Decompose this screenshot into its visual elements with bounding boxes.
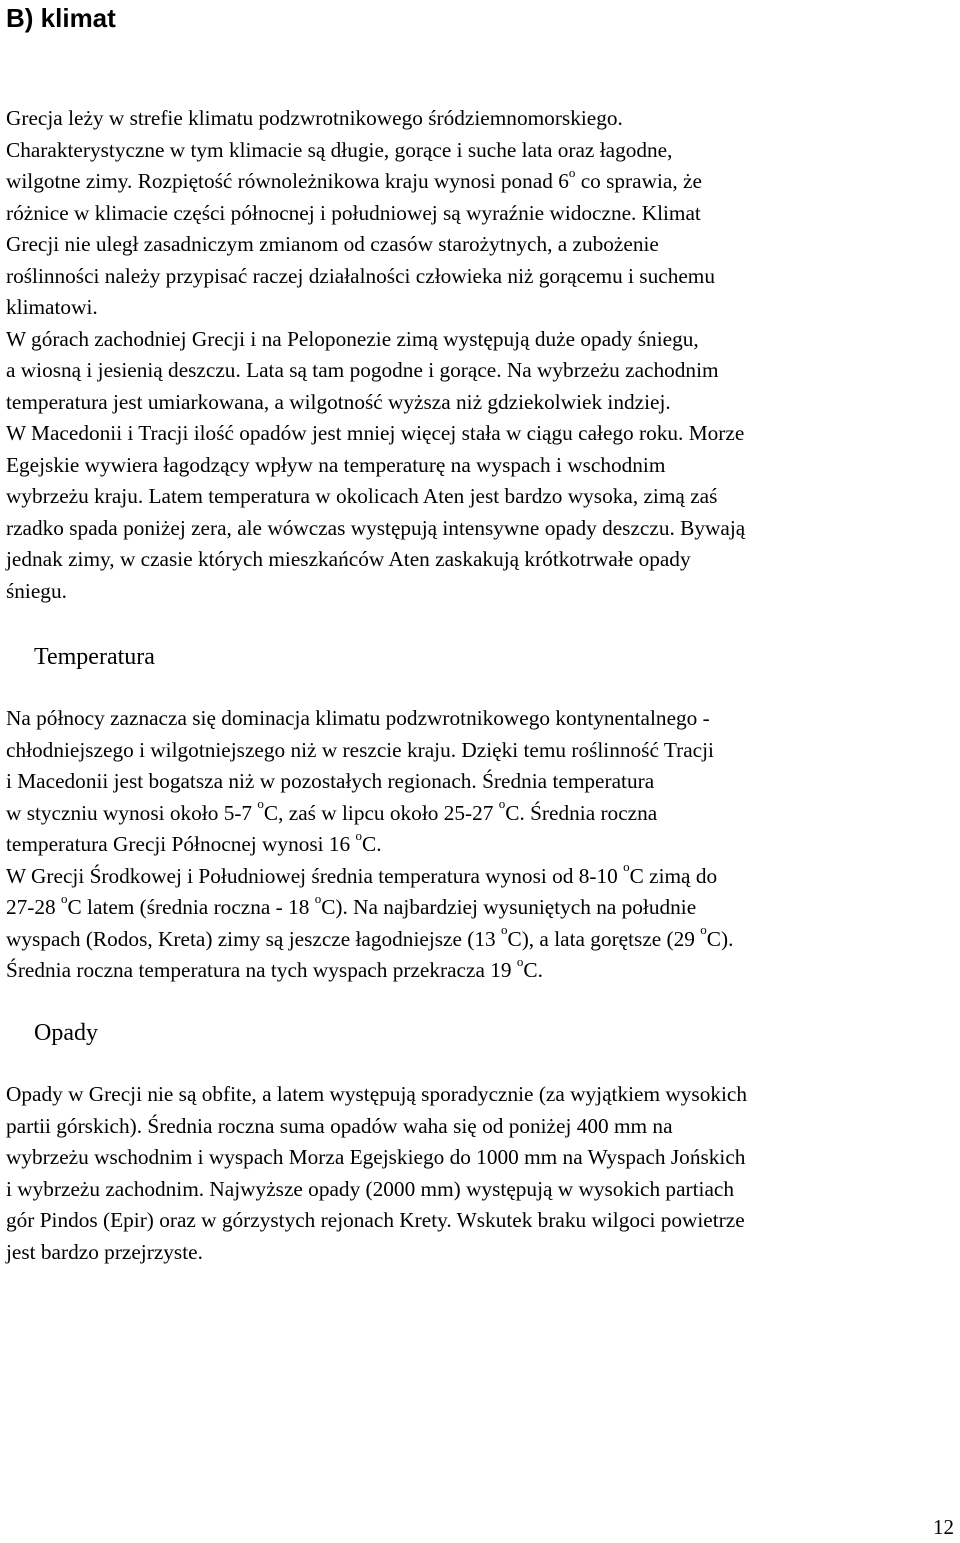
text-line: rzadko spada poniżej zera, ale wówczas występują intensywne opady deszczu. Bywają	[6, 515, 746, 540]
temperatura-paragraph	[6, 703, 956, 987]
text-line: Charakterystyczne w tym klimacie są długie, gorące i suche lata oraz łagodne,	[6, 137, 673, 162]
text-line: W Macedonii i Tracji ilość opadów jest mniej więcej stała w ciągu całego roku. Morze	[6, 421, 745, 445]
text-line: Średnia roczna temperatura na tych wyspach przekracza 19 $^o$C.	[6, 953, 543, 982]
text-line: i Macedonii jest bogatsza niż w pozostałych regionach. Średnia temperatura	[6, 769, 655, 793]
text-line: jest bardzo przejrzyste.	[6, 1239, 203, 1264]
text-line: Egejskie wywiera łagodzący wpływ na temperaturę na wyspach i wschodnim	[6, 452, 666, 477]
climate-intro-paragraph	[6, 103, 956, 607]
text-line: temperatura jest umiarkowana, a wilgotność wyższa niż gdziekolwiek indziej.	[6, 389, 671, 414]
text-line: Na północy zaznacza się dominacja klimatu podzwrotnikowego kontynentalnego -	[6, 706, 710, 730]
text-line: Grecji nie uległ zasadniczym zmianom od czasów starożytnych, a zubożenie	[6, 232, 659, 256]
text-line: roślinności należy przypisać raczej działalności człowieka niż gorącemu i suchemu	[6, 263, 716, 288]
page-title: B) klimat	[6, 3, 116, 33]
text-line: wyspach (Rodos, Kreta) zimy są jeszcze łagodniejsze (13 $^o$C), a lata gorętsze (29 $^o$C).	[6, 922, 734, 951]
temperatura-heading: Temperatura	[34, 644, 155, 670]
text-line: 27-28 $^o$C latem (średnia roczna - 18 $^o$C). Na najbardziej wysuniętych na południe	[6, 890, 697, 919]
text-line: W górach zachodniej Grecji i na Peloponezie zimą występują duże opady śniegu,	[6, 326, 699, 351]
text-line: Opady w Grecji nie są obfite, a latem występują sporadycznie (za wyjątkiem wysokich	[6, 1082, 748, 1106]
opady-heading: Opady	[34, 1020, 98, 1046]
text-line: klimatowi.	[6, 295, 98, 319]
text-line: wilgotne zimy. Rozpiętość równoleżnikowa kraju wynosi ponad 6$^o$ co sprawia, że	[6, 164, 702, 193]
text-line: partii górskich). Średnia roczna suma opadów waha się od poniżej 400 mm na	[6, 1113, 673, 1138]
text-line: wybrzeżu wschodnim i wyspach Morza Egejskiego do 1000 mm na Wyspach Jońskich	[6, 1145, 746, 1169]
text-line: w styczniu wynosi około 5-7 $^o$C, zaś w lipcu około 25-27 $^o$C. Średnia roczna	[6, 796, 658, 825]
text-line: W Grecji Środkowej i Południowej średnia temperatura wynosi od 8-10 $^o$C zimą do	[6, 859, 718, 888]
text-line: chłodniejszego i wilgotniejszego niż w reszcie kraju. Dzięki temu roślinność Tracji	[6, 737, 714, 762]
text-line: i wybrzeżu zachodnim. Najwyższe opady (2000 mm) występują w wysokich partiach	[6, 1176, 735, 1201]
text-line: wybrzeżu kraju. Latem temperatura w okolicach Aten jest bardzo wysoka, zimą zaś	[6, 484, 718, 508]
page-number: 12	[933, 1515, 954, 1539]
opady-paragraph	[6, 1079, 956, 1268]
text-line: Grecja leży w strefie klimatu podzwrotnikowego śródziemnomorskiego.	[6, 106, 623, 130]
text-line: gór Pindos (Epir) oraz w górzystych rejonach Krety. Wskutek braku wilgoci powietrze	[6, 1208, 745, 1232]
text-line: a wiosną i jesienią deszczu. Lata są tam pogodne i gorące. Na wybrzeżu zachodnim	[6, 358, 719, 382]
text-line: jednak zimy, w czasie których mieszkańców Aten zaskakują krótkotrwałe opady	[6, 547, 691, 571]
text-line: śniegu.	[6, 578, 67, 603]
text-line: różnice w klimacie części północnej i południowej są wyraźnie widoczne. Klimat	[6, 200, 701, 225]
text-line: temperatura Grecji Północnej wynosi 16 $^o$C.	[6, 827, 382, 856]
